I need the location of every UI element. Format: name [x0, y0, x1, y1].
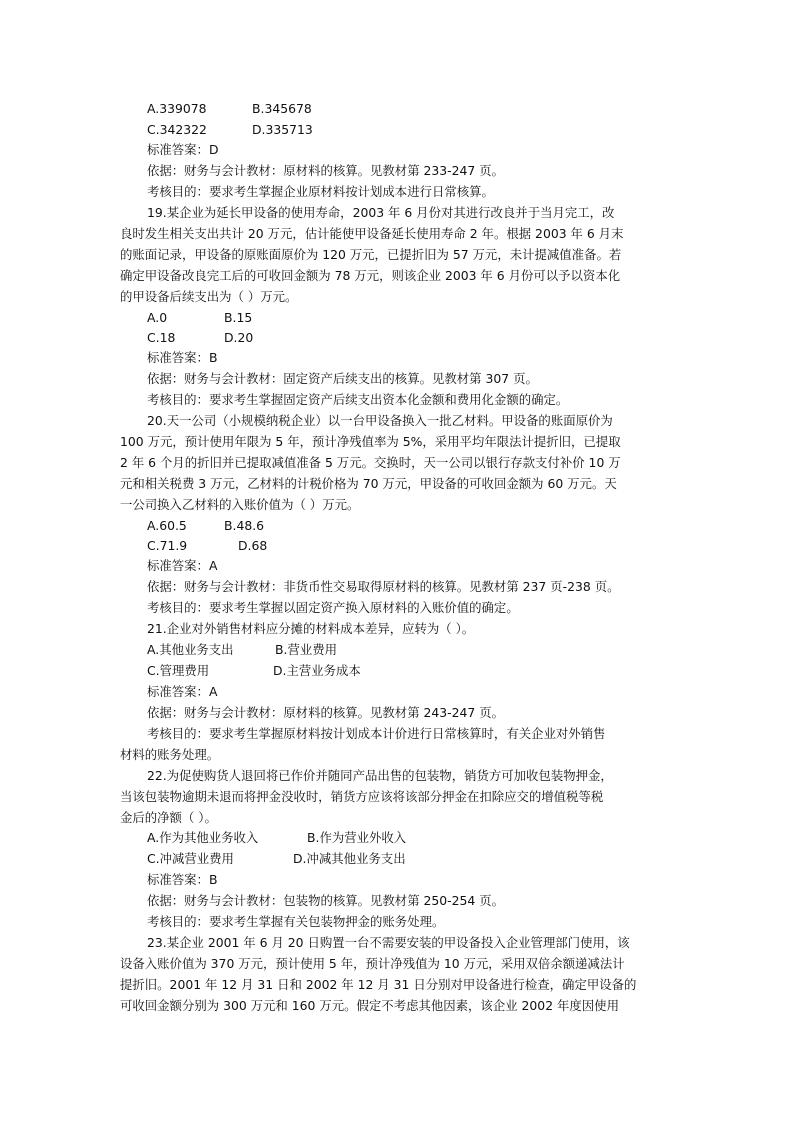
q21-option-d: D.主营业务成本 — [273, 663, 361, 678]
q20-option-d: D.68 — [238, 538, 268, 553]
q19-stem-line: 确定甲设备改良完工后的可收回金额为 78 万元，则该企业 2003 年 6 月份可以予以资本化 — [120, 268, 621, 283]
q21-option-a: A.其他业务支出 — [147, 642, 234, 657]
q20-option-c: C.71.9 — [147, 538, 188, 553]
q20-stem-line: 一公司换入乙材料的入账价值为（ ）万元。 — [120, 497, 360, 512]
q20-option-a: A.60.5 — [147, 518, 187, 533]
q20-stem-line: 100 万元，预计使用年限为 5 年，预计净残值率为 5%，采用平均年限法计提折旧，已提取 — [120, 434, 621, 449]
q19-option-c: C.18 — [147, 330, 176, 345]
q18-option-b: B.345678 — [252, 101, 312, 116]
q23-stem-line: 23.某企业 2001 年 6 月 20 日购置一台不需要安装的甲设备投入企业管理部门使用，该 — [147, 935, 630, 950]
q19-option-b: B.15 — [224, 310, 253, 325]
q19-answer: 标准答案：B — [147, 350, 218, 365]
q22-option-a: A.作为其他业务收入 — [147, 830, 259, 845]
q19-option-d: D.20 — [224, 330, 254, 345]
q20-stem-line: 元和相关税费 3 万元，乙材料的计税价格为 70 万元，甲设备的可收回金额为 60 万元。天 — [120, 476, 617, 491]
q21-purpose-line: 考核目的：要求考生掌握原材料按计划成本计价进行日常核算时，有关企业对外销售 — [147, 726, 606, 741]
q22-stem-line: 当该包装物逾期未退而将押金没收时，销货方应该将该部分押金在扣除应交的增值税等税 — [120, 789, 604, 804]
q19-purpose: 考核目的：要求考生掌握固定资产后续支出资本化金额和费用化金额的确定。 — [147, 392, 569, 407]
q22-option-b: B.作为营业外收入 — [307, 830, 407, 845]
q19-stem-line: 的甲设备后续支出为（ ）万元。 — [120, 289, 298, 304]
q19-option-a: A.0 — [147, 310, 168, 325]
q23-stem-line: 提折旧。2001 年 12 月 31 日和 2002 年 12 月 31 日分别对甲设备进行检查，确定甲设备的 — [120, 977, 637, 992]
q18-option-d: D.335713 — [252, 122, 313, 137]
q19-options-row-2 — [147, 328, 707, 348]
q19-stem-line: 良时发生相关支出共计 20 万元，估计能使甲设备延长使用寿命 2 年。根据 2003 年 6 月末 — [120, 226, 624, 241]
q20-options-row-2 — [147, 536, 707, 556]
q22-option-c: C.冲减营业费用 — [147, 851, 234, 866]
q18-purpose: 考核目的：要求考生掌握企业原材料按计划成本进行日常核算。 — [147, 184, 494, 199]
q22-purpose: 考核目的：要求考生掌握有关包装物押金的账务处理。 — [147, 914, 445, 929]
q19-basis: 依据：财务与会计教材：固定资产后续支出的核算。见教材第 307 页。 — [147, 371, 538, 386]
q23-stem-line: 可收回金额分别为 300 万元和 160 万元。假定不考虑其他因素，该企业 2002 年度因使用 — [120, 998, 619, 1013]
q21-option-b: B.营业费用 — [275, 642, 338, 657]
q19-stem-line: 19.某企业为延长甲设备的使用寿命，2003 年 6 月份对其进行改良并于当月完工，改 — [147, 205, 615, 220]
q20-basis: 依据：财务与会计教材：非货币性交易取得原材料的核算。见教材第 237 页-238 页。 — [147, 579, 620, 594]
q21-answer: 标准答案：A — [147, 684, 218, 699]
q21-options-row-1 — [147, 640, 707, 660]
q22-options-row-1 — [147, 828, 707, 848]
q20-options-row-1 — [147, 516, 707, 536]
q21-options-row-2 — [147, 661, 707, 681]
q20-option-b: B.48.6 — [224, 518, 265, 533]
q22-options-row-2 — [147, 849, 707, 869]
q18-options-row-2 — [147, 120, 707, 140]
q20-answer: 标准答案：A — [147, 558, 218, 573]
q20-purpose: 考核目的：要求考生掌握以固定资产换入原材料的入账价值的确定。 — [147, 600, 519, 615]
q19-options-row-1 — [147, 308, 707, 328]
q18-options-row-1 — [147, 99, 707, 119]
q18-option-a: A.339078 — [147, 101, 207, 116]
q18-answer: 标准答案：D — [147, 142, 219, 157]
q21-purpose-line: 材料的账务处理。 — [120, 747, 220, 762]
q22-basis: 依据：财务与会计教材：包装物的核算。见教材第 250-254 页。 — [147, 893, 505, 908]
q21-basis: 依据：财务与会计教材：原材料的核算。见教材第 243-247 页。 — [147, 705, 505, 720]
q22-stem-line: 22.为促使购货人退回将已作价并随同产品出售的包装物，销货方可加收包装物押金， — [147, 768, 613, 783]
q22-option-d: D.冲减其他业务支出 — [293, 851, 406, 866]
q21-option-c: C.管理费用 — [147, 663, 210, 678]
q20-stem-line: 2 年 6 个月的折旧并已提取减值准备 5 万元。交换时，天一公司以银行存款支付补价 10 万 — [120, 455, 621, 470]
q23-stem-line: 设备入账价值为 370 万元，预计使用 5 年，预计净残值为 10 万元，采用双倍余额递减法计 — [120, 956, 625, 971]
q22-stem-line: 金后的净额（ ）。 — [120, 810, 217, 825]
q18-basis: 依据：财务与会计教材：原材料的核算。见教材第 233-247 页。 — [147, 163, 505, 178]
q18-option-c: C.342322 — [147, 122, 207, 137]
q19-stem-line: 的账面记录，甲设备的原账面原价为 120 万元，已提折旧为 57 万元，未计提减值准备。若 — [120, 247, 622, 262]
q21-stem: 21.企业对外销售材料应分摊的材料成本差异，应转为（ ）。 — [147, 621, 475, 636]
q22-answer: 标准答案：B — [147, 872, 218, 887]
q20-stem-line: 20.天一公司（小规模纳税企业）以一台甲设备换入一批乙材料。甲设备的账面原价为 — [147, 413, 613, 428]
